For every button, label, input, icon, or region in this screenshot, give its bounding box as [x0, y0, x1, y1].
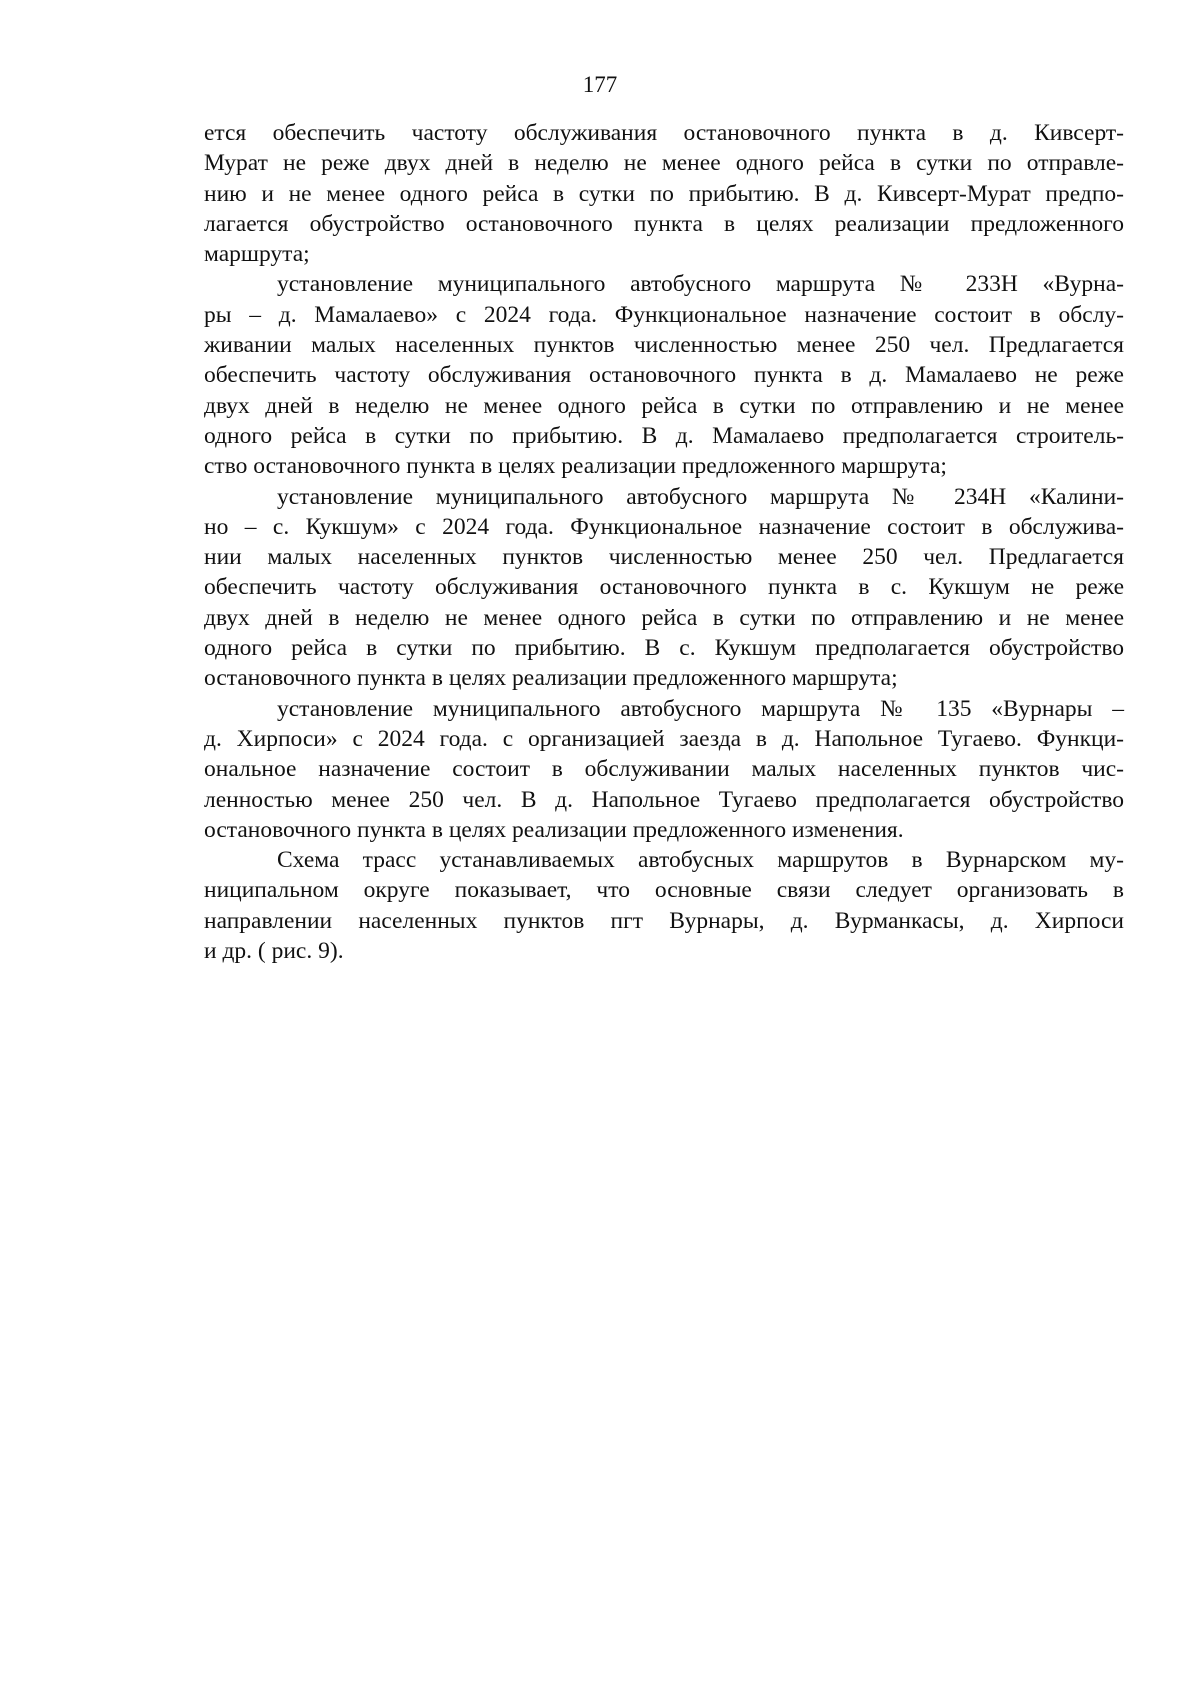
text-line: остановочного пункта в целях реализации предложенного изменения.	[204, 816, 904, 843]
text-line: лагается обустройство остановочного пункта в целях реализации предложенного	[204, 210, 1124, 237]
text-line: д. Хирпоси» с 2024 года. с организацией заезда в д. Напольное Тугаево. Функци-	[204, 725, 1124, 752]
body-text	[204, 118, 1124, 966]
text-line: двух дней в неделю не менее одного рейса в сутки по отправлению и не менее	[204, 392, 1124, 419]
text-line: одного рейса в сутки по прибытию. В с. Кукшум предполагается обустройство	[204, 635, 1124, 662]
text-line: живании малых населенных пунктов численностью менее 250 чел. Предлагается	[204, 332, 1124, 359]
text-line: ленностью менее 250 чел. В д. Напольное Тугаево предполагается обустройство	[204, 786, 1124, 813]
text-line: одного рейса в сутки по прибытию. В д. Мамалаево предполагается строитель-	[204, 422, 1124, 449]
text-line: двух дней в неделю не менее одного рейса в сутки по отправлению и не менее	[204, 604, 1124, 631]
text-line: ональное назначение состоит в обслуживании малых населенных пунктов чис-	[204, 756, 1124, 783]
text-line: ниципальном округе показывает, что основные связи следует организовать в	[204, 877, 1124, 904]
page-number: 177	[582, 72, 618, 97]
text-line: обеспечить частоту обслуживания остановочного пункта в с. Кукшум не реже	[204, 574, 1124, 601]
text-line: Мурат не реже двух дней в неделю не менее одного рейса в сутки по отправле-	[204, 150, 1124, 177]
text-line: маршрута;	[204, 241, 310, 268]
text-line: нии малых населенных пунктов численностью менее 250 чел. Предлагается	[204, 544, 1124, 571]
text-line: ры – д. Мамалаево» с 2024 года. Функциональное назначение состоит в обслу-	[204, 301, 1124, 328]
text-line: и др. ( рис. 9).	[204, 938, 344, 965]
text-line: направлении населенных пунктов пгт Вурнары, д. Вурманкасы, д. Хирпоси	[204, 907, 1124, 934]
text-line: остановочного пункта в целях реализации предложенного маршрута;	[204, 665, 898, 692]
text-line: нию и не менее одного рейса в сутки по прибытию. В д. Кивсерт-Мурат предпо-	[204, 180, 1124, 207]
text-line: обеспечить частоту обслуживания остановочного пункта в д. Мамалаево не реже	[204, 362, 1124, 389]
text-line: Схема трасс устанавливаемых автобусных маршрутов в Вурнарском му-	[277, 847, 1124, 874]
text-line: установление муниципального автобусного маршрута № 234Н «Калини-	[277, 483, 1124, 510]
text-line: но – с. Кукшум» с 2024 года. Функциональное назначение состоит в обслужива-	[204, 513, 1124, 540]
text-line: ется обеспечить частоту обслуживания остановочного пункта в д. Кивсерт-	[204, 120, 1124, 146]
text-line: ство остановочного пункта в целях реализации предложенного маршрута;	[204, 453, 947, 480]
text-line: установление муниципального автобусного маршрута № 233Н «Вурна-	[277, 271, 1124, 298]
text-line: установление муниципального автобусного маршрута № 135 «Вурнары –	[277, 695, 1124, 722]
